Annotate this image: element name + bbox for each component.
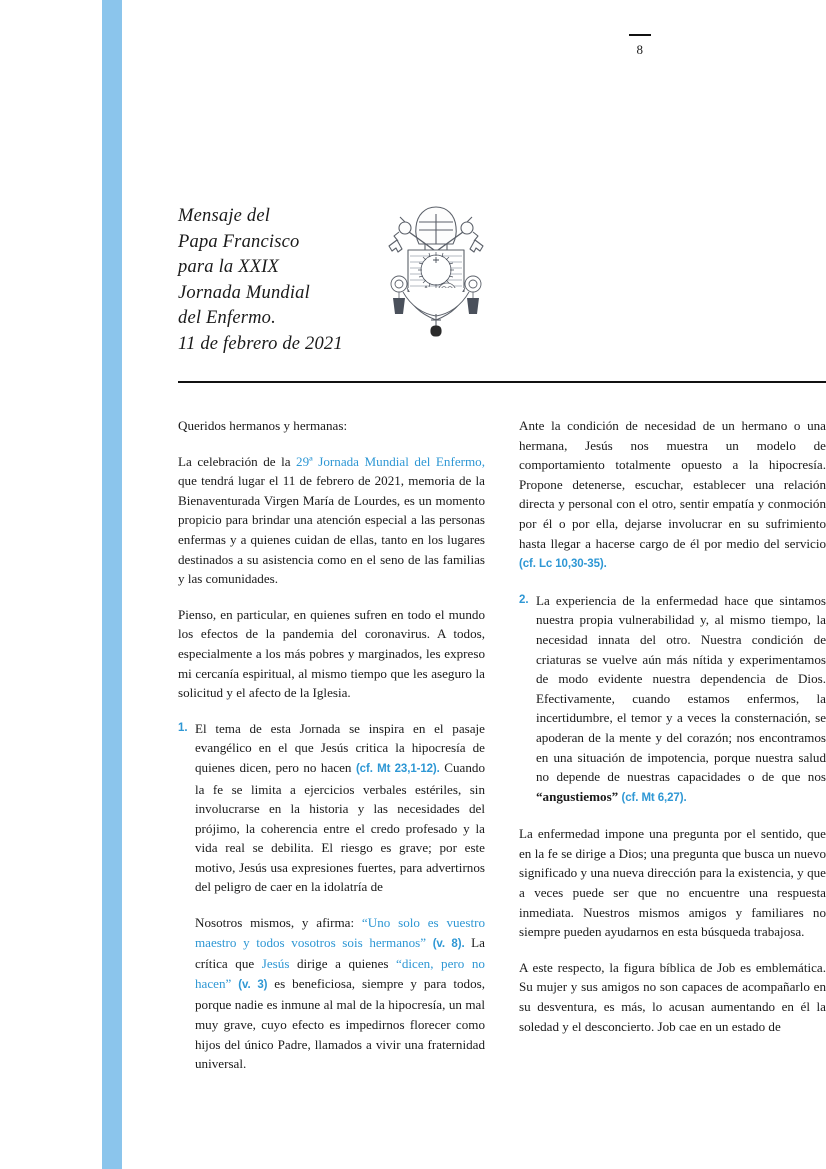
scripture-ref-mt-6[interactable]: (cf. Mt 6,27). xyxy=(621,791,687,804)
document-title xyxy=(178,204,388,357)
numbered-item-1 xyxy=(178,719,485,897)
salutation: Queridos hermanos y hermanas: xyxy=(178,418,348,433)
numbered-item-2 xyxy=(519,591,826,809)
text-mid-2: dirige a quienes xyxy=(289,956,397,972)
papal-coat-of-arms-icon xyxy=(381,202,491,338)
emphasis-angustiemos: “angustiemos” xyxy=(536,788,619,804)
paragraph-nosotros-mismos-text xyxy=(195,913,485,1074)
blue-word-jesus: Jesús xyxy=(261,956,290,972)
title-line-5: del Enfermo. xyxy=(178,308,276,328)
title-line-4: Jornada Mundial xyxy=(178,282,310,303)
text-lead: Nosotros mismos, y afirma: xyxy=(195,915,362,931)
space-1 xyxy=(426,935,433,950)
title-line-1: Mensaje del xyxy=(178,206,271,226)
scripture-ref-lc-10[interactable]: (cf. Lc 10,30-35). xyxy=(519,558,607,571)
scripture-ref-v8[interactable]: (v. 8). xyxy=(432,937,465,950)
title-line-2: Papa Francisco xyxy=(178,231,300,252)
column-left xyxy=(178,416,485,1136)
numbered-item-1-text xyxy=(195,719,485,897)
left-blue-accent-bar xyxy=(102,0,122,1169)
title-line-6: 11 de febrero de 2021 xyxy=(178,333,343,354)
quote-uno-solo-es-vuestro-maestro: “Uno solo es vuestro maestro y todos vosotros sois hermanos” xyxy=(195,915,486,950)
masthead-rule xyxy=(178,381,826,383)
masthead xyxy=(178,200,826,370)
text-lead: La celebración de la xyxy=(178,453,297,469)
paragraph-pienso: Pienso, en particular, en quienes sufren en todo el mundo los efectos de la pandemia del coronavirus. A todos, especialmente a los más pobres y marginados, les expreso mi cercanía espiritual, al mismo tiempo que les aseguro la solicitud y el afecto de la Iglesia. xyxy=(178,606,485,701)
scripture-ref-mt-23[interactable]: (cf. Mt 23,1-12). xyxy=(355,762,440,775)
text-part-a: El tema de esta Jornada se inspira en el pasaje evangélico en el que Jesús critica la hipocresía de quienes dicen, pero no hacen xyxy=(195,720,485,775)
paragraph-a-este-respecto: A este respecto, la figura bíblica de Job es emblemática. Su mujer y sus amigos no son capaces de acompañarlo en su desventura, es más, lo acusan aumentando en él la soledad y el desconcierto. Job cae en un estado de xyxy=(519,959,826,1034)
quote-dicen-pero-no-hacen: “dicen, pero no hacen” xyxy=(195,956,485,991)
page-number: 8 xyxy=(636,42,644,57)
column-right xyxy=(519,416,826,1136)
list-marker-1: 1. xyxy=(178,721,188,734)
paragraph-la-enfermedad: La enfermedad impone una pregunta por el sentido, que en la fe se dirige a Dios; una pregunta que busca un nuevo significado y una nueva dirección para la existencia, y que a veces puede ser que no encuentre una respuesta inmediata. Nuestros mismos amigos y familiares no siempre pueden ayudarnos en esta búsqueda trabajosa. xyxy=(519,826,826,940)
text-lead: Ante la condición de necesidad de un hermano o una hermana, Jesús nos muestra un modelo de comportamiento totalmente opuesto a la hipocresía. Propone detenerse, escuchar, establecer una relación directa y personal con el otro, sentir empatía y conmoción por él o por ella, dejarse involucrar en su sufrimiento hasta llegar a hacerse cargo de él por medio del servicio xyxy=(519,418,826,551)
paragraph-celebracion xyxy=(178,452,485,589)
text-rest: que tendrá lugar el 11 de febrero de 2021, memoria de la Bienaventurada Virgen María de Lourdes, es un momento propicio para brindar una atención especial a las personas enfermas y a quienes cuidan de ellas, tanto en los lugares destinados a su asistencia como en el seno de las familias y las comunidades. xyxy=(178,473,485,587)
numbered-item-2-text xyxy=(536,591,826,809)
text-tail: es beneficiosa, siempre y para todos, porque nadie es inmune al mal de la hipocresía, un mal muy grave, cuyo efecto es impedirnos florecer como hijos del único Padre, llamados a vivir una fraternidad universal. xyxy=(195,975,485,1072)
paragraph-ante-la-condicion xyxy=(519,416,826,575)
title-line-3: para la XXIX xyxy=(178,257,280,277)
text-mid-1: La crítica que xyxy=(195,934,485,972)
paragraph-nosotros-mismos xyxy=(178,913,485,1074)
text-part-a: La experiencia de la enfermedad hace que sintamos nuestra propia vulnerabilidad y, al mismo tiempo, la necesidad innata del otro. Nuestra condición de criaturas se vuelve aún más nítida y experimentamos de modo evidente nuestra dependencia de Dios. Efectivamente, cuando estamos enfermos, la incertidumbre, el temor y a veces la consternación, se apoderan de la mente y del corazón; nos encontramos en una situación de impotencia, porque nuestra salud no depende de nuestras capacidades o de que nos xyxy=(536,592,826,785)
text-part-b: Cuando la fe se limita a ejercicios verbales estériles, sin involucrarse en la historia y las necesidades del prójimo, la coherencia entre el credo profesado y la vida real se debilita. El riesgo es grave; por este motivo, Jesús usa expresiones fuertes, para advertirnos del peligro de caer en la idolatría de xyxy=(195,759,485,895)
scripture-ref-v3[interactable]: (v. 3) xyxy=(238,978,268,991)
folio-rule xyxy=(629,34,651,36)
body-columns xyxy=(178,416,826,1136)
list-marker-2: 2. xyxy=(519,593,529,606)
link-jornada-mundial-del-enfermo[interactable]: 29ª Jornada Mundial del Enfermo, xyxy=(296,453,486,469)
folio xyxy=(598,34,682,58)
